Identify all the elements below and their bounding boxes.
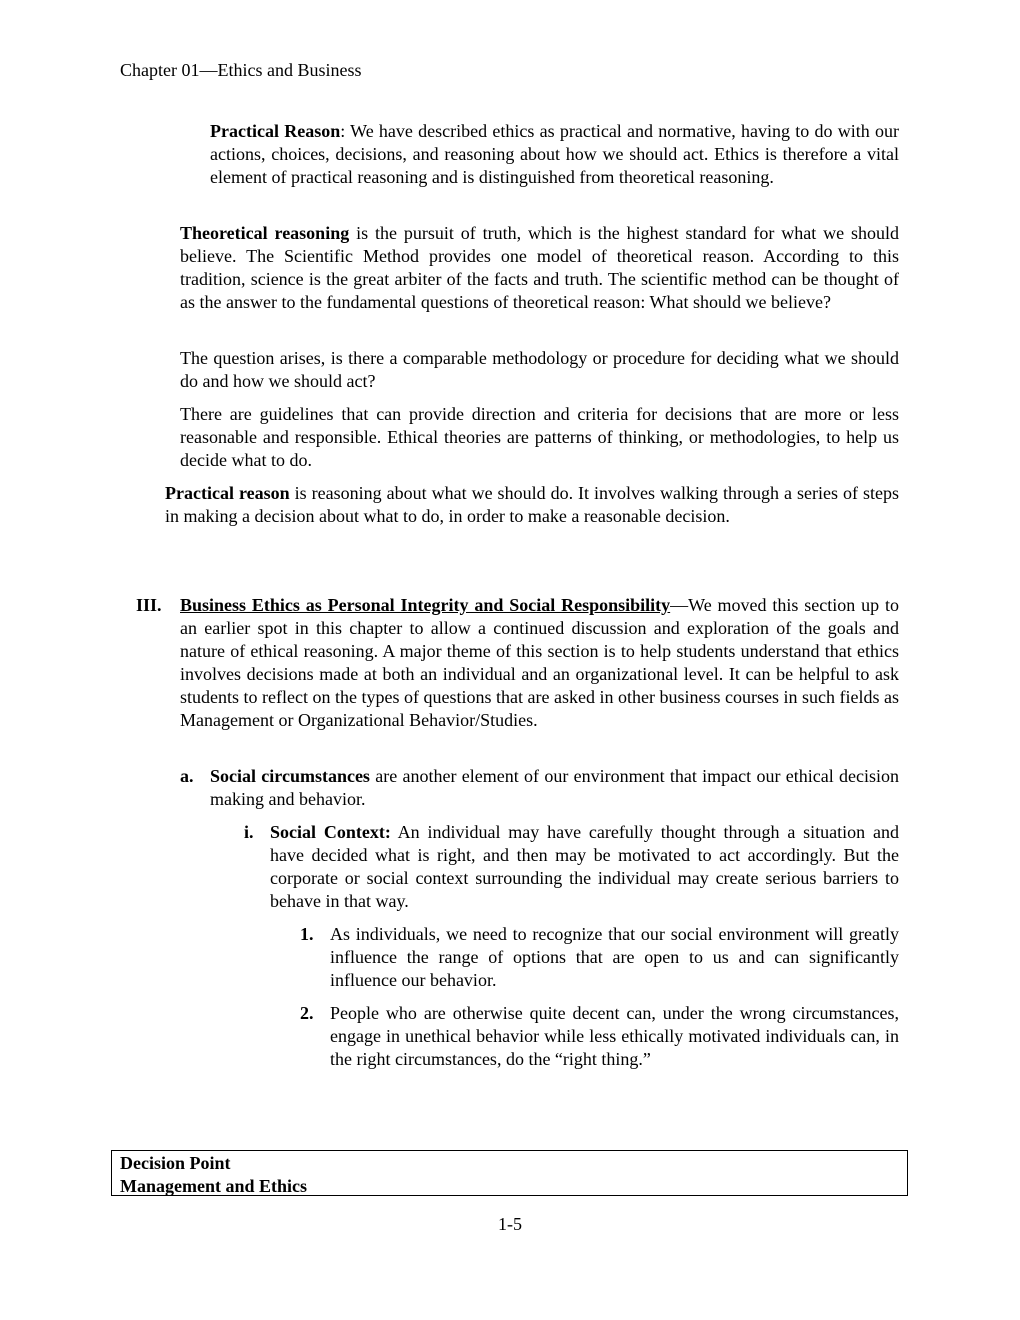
decision-point-box xyxy=(111,1150,908,1196)
item-2-text: People who are otherwise quite decent can, under the wrong circumstances, engage in unethical behavior while less ethically motivated individuals can, in the right circumstances, do the “right thing.” xyxy=(330,1003,899,1069)
item-1-paragraph xyxy=(330,923,899,992)
section-numeral: III. xyxy=(136,595,162,615)
item-a-text: are another element of our environment that impact our ethical decision making and behavior. xyxy=(210,766,899,809)
practical-reason-intro-text: : We have described ethics as practical and normative, having to do with our actions, choices, decisions, and reasoning about how we should act. Ethics is therefore a vital element of practical reasoning and is distinguished from theoretical reasoning. xyxy=(210,121,899,187)
guidelines-paragraph xyxy=(180,403,899,472)
item-1-marker: 1. xyxy=(300,924,314,944)
item-a-marker: a. xyxy=(180,766,194,786)
item-2-marker: 2. xyxy=(300,1003,314,1023)
decision-point-label: Decision Point xyxy=(120,1153,231,1173)
item-1-text: As individuals, we need to recognize that our social environment will greatly influence the range of options that are open to us and can significantly influence our behavior. xyxy=(330,924,899,990)
item-i-text: An individual may have carefully thought through a situation and have decided what is right, and then may be motivated to act accordingly. But the corporate or social context surrounding the individual may create serious barriers to behave in that way. xyxy=(270,822,899,911)
practical-reason-definition xyxy=(165,482,899,528)
theoretical-reasoning-paragraph xyxy=(180,222,899,314)
page-number: 1-5 xyxy=(498,1214,522,1234)
item-2-paragraph xyxy=(330,1002,899,1071)
practical-reason-def-term: Practical reason xyxy=(165,483,290,503)
item-i-term: Social Context: xyxy=(270,822,391,842)
question-paragraph xyxy=(180,347,899,393)
item-i-marker: i. xyxy=(244,822,254,842)
question-text: The question arises, is there a comparable methodology or procedure for deciding what we should do and how we should act? xyxy=(180,348,899,391)
theoretical-reasoning-term: Theoretical reasoning xyxy=(180,223,350,243)
practical-reason-intro xyxy=(210,120,899,189)
practical-reason-def-text: is reasoning about what we should do. It involves walking through a series of steps in making a decision about what to do, in order to make a reasonable decision. xyxy=(165,483,899,526)
decision-point-title: Management and Ethics xyxy=(120,1176,308,1196)
section-3-text: —We moved this section up to an earlier spot in this chapter to allow a continued discussion and exploration of the goals and nature of ethical reasoning. A major theme of this section is to help students understand that ethics involves decisions made at both an individual and an organizational level. It can be helpful to ask students to reflect on the types of questions that are asked in other business courses in such fields as Management or Organizational Behavior/Studies. xyxy=(180,595,899,730)
section-3-title: Business Ethics as Personal Integrity and Social Responsibility xyxy=(180,595,671,615)
guidelines-text: There are guidelines that can provide direction and criteria for decisions that are more or less reasonable and responsible. Ethical theories are patterns of thinking, or methodologies, to help us decide what to do. xyxy=(180,404,899,470)
running-header: Chapter 01—Ethics and Business xyxy=(120,60,362,80)
item-a-paragraph xyxy=(210,765,899,811)
item-a-term: Social circumstances xyxy=(210,766,370,786)
section-3-paragraph xyxy=(180,594,899,732)
theoretical-reasoning-text: is the pursuit of truth, which is the highest standard for what we should believe. The Scientific Method provides one model of theoretical reason. According to this tradition, science is the great arbiter of the facts and truth. The scientific method can be thought of as the answer to the fundamental questions of theoretical reason: What should we believe? xyxy=(180,223,900,312)
practical-reason-term: Practical Reason xyxy=(210,121,341,141)
item-i-paragraph xyxy=(270,821,899,913)
